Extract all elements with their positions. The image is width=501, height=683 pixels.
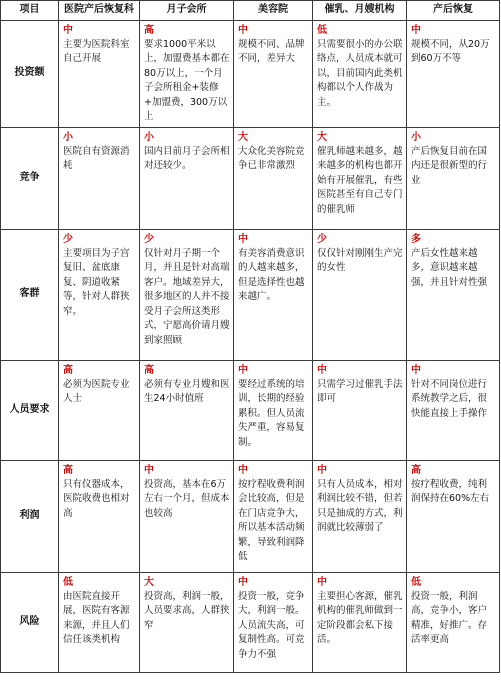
table-cell xyxy=(140,20,234,127)
cell-text: 要求1000平米以上，加盟费基本都在80万以上，一个月子会所租金+装修+加盟费，300万以上 xyxy=(144,38,230,122)
level-badge: 高 xyxy=(63,464,73,476)
table-cell xyxy=(313,460,407,572)
level-badge: 中 xyxy=(238,576,248,588)
level-badge: 小 xyxy=(411,131,421,143)
level-badge: 中 xyxy=(63,24,73,36)
header-hospital-postpartum: 医院产后恢复科 xyxy=(59,1,140,21)
level-badge: 高 xyxy=(411,464,421,476)
table-cell xyxy=(140,229,234,360)
table-cell xyxy=(407,229,500,360)
cell-text: 主要项目为子宫复旧、盆底康复、阴道收紧等，针对人群狭窄。 xyxy=(63,247,130,317)
level-badge: 大 xyxy=(317,131,327,143)
level-badge: 多 xyxy=(411,233,421,245)
cell-text: 规模不同，从20万到60万不等 xyxy=(411,38,490,64)
table-cell xyxy=(234,229,313,360)
cell-text: 有美容消费意识的人越来越多，但是选择性也越来越广。 xyxy=(238,247,305,302)
row-label: 利润 xyxy=(1,460,59,572)
level-badge: 低 xyxy=(63,576,73,588)
level-badge: 低 xyxy=(411,576,421,588)
cell-text: 规模不同、品牌不同，差异大 xyxy=(238,38,305,64)
cell-text: 仅针对月子期一个月，并且是针对高端客户。地域差异大，很多地区的人并不接受月子会所这类形式，宁愿高价请月嫂到家照顾 xyxy=(144,247,230,346)
cell-text: 产后恢复目前在国内还是很新型的行业 xyxy=(411,145,488,186)
level-badge: 小 xyxy=(144,131,154,143)
table-cell xyxy=(313,572,407,672)
cell-text: 投资一般，竞争大，利润一般。人员流失高，可复制性高。可竞争力不强 xyxy=(238,590,305,660)
header-confinement-center: 月子会所 xyxy=(140,1,234,21)
header-row xyxy=(1,1,500,21)
level-badge: 大 xyxy=(238,131,248,143)
table-cell xyxy=(407,127,500,229)
table-row-competition xyxy=(1,127,500,229)
header-postpartum-recovery: 产后恢复 xyxy=(407,1,500,21)
cell-text: 只需学习过催乳手法即可 xyxy=(317,378,403,404)
header-lactation-nanny-agency: 催乳、月嫂机构 xyxy=(313,1,407,21)
level-badge: 中 xyxy=(144,464,154,476)
cell-text: 要经过系统的培训，长期的经验累积。但人员流失严重，容易复制。 xyxy=(238,378,305,448)
table-cell xyxy=(407,20,500,127)
level-badge: 中 xyxy=(317,464,327,476)
level-badge: 中 xyxy=(411,24,421,36)
level-badge: 大 xyxy=(144,576,154,588)
table-cell xyxy=(140,460,234,572)
row-label: 人员要求 xyxy=(1,360,59,460)
table-cell xyxy=(407,572,500,672)
cell-text: 主要担心客源，催乳机构的催乳师做到一定阶段都会私下接活。 xyxy=(317,590,403,645)
cell-text: 必须有专业月嫂和医生24小时值班 xyxy=(144,378,230,404)
cell-text: 只需要很小的办公联络点，人员成本就可以，目前国内此类机构都以个人作战为主。 xyxy=(317,38,403,108)
table-cell xyxy=(234,20,313,127)
table-cell xyxy=(59,460,140,572)
cell-text: 医院自有资源消耗 xyxy=(63,145,130,171)
level-badge: 中 xyxy=(238,364,248,376)
header-item: 项目 xyxy=(1,1,59,21)
cell-text: 按疗程收费，纯利润保持在60%左右 xyxy=(411,478,490,504)
level-badge: 中 xyxy=(238,233,248,245)
level-badge: 高 xyxy=(144,364,154,376)
table-cell xyxy=(59,229,140,360)
table-cell xyxy=(140,360,234,460)
table-cell xyxy=(234,360,313,460)
level-badge: 高 xyxy=(63,364,73,376)
level-badge: 少 xyxy=(144,233,154,245)
cell-text: 大众化美容院竞争已非常激烈 xyxy=(238,145,305,171)
level-badge: 高 xyxy=(144,24,154,36)
level-badge: 中 xyxy=(317,576,327,588)
cell-text: 针对不同岗位进行系统教学之后，很快能直接上手操作 xyxy=(411,378,488,419)
table-cell xyxy=(234,127,313,229)
cell-text: 催乳师越来越多，越来越多的机构也都开始有开展催乳，有些医院甚至有自己专门的催乳师 xyxy=(317,145,403,215)
table-cell xyxy=(234,572,313,672)
level-badge: 低 xyxy=(317,24,327,36)
level-badge: 少 xyxy=(317,233,327,245)
cell-text: 产后女性越来越多，意识越来越强，并且针对性强 xyxy=(411,247,488,288)
cell-text: 只有仪器成本，医院收费也相对高 xyxy=(63,478,130,519)
level-badge: 中 xyxy=(238,464,248,476)
table-cell xyxy=(313,229,407,360)
cell-text: 投资高，利润一般，人员要求高，人群狭窄 xyxy=(144,590,230,631)
row-label: 投资额 xyxy=(1,20,59,127)
cell-text: 按疗程收费利润会比较高，但是在门店竞争大，所以基本活动频繁，导致利润降低 xyxy=(238,478,305,562)
table-row-customers xyxy=(1,229,500,360)
table-cell xyxy=(234,460,313,572)
table-row-profit xyxy=(1,460,500,572)
table-cell xyxy=(59,127,140,229)
table-cell xyxy=(59,20,140,127)
cell-text: 主要为医院科室自己开展 xyxy=(63,38,130,64)
table-cell xyxy=(407,360,500,460)
cell-text: 国内目前月子会所相对还较少。 xyxy=(144,145,230,171)
row-label: 风险 xyxy=(1,572,59,672)
table-cell xyxy=(313,127,407,229)
level-badge: 中 xyxy=(317,364,327,376)
table-cell xyxy=(59,360,140,460)
cell-text: 只有人员成本，相对利润比较不错，但若只是抽成的方式，利润就比较薄弱了 xyxy=(317,478,403,533)
cell-text: 投资一般，利润高，竞争小，客户精准，好推广。存活率更高 xyxy=(411,590,488,645)
table-cell xyxy=(140,127,234,229)
level-badge: 中 xyxy=(411,364,421,376)
table-cell xyxy=(140,572,234,672)
table-row-investment xyxy=(1,20,500,127)
level-badge: 少 xyxy=(63,233,73,245)
table-row-staff-requirements xyxy=(1,360,500,460)
cell-text: 必须为医院专业人士 xyxy=(63,378,130,404)
table-cell xyxy=(313,360,407,460)
level-badge: 小 xyxy=(63,131,73,143)
table-row-risk xyxy=(1,572,500,672)
row-label: 竞争 xyxy=(1,127,59,229)
table-cell xyxy=(313,20,407,127)
table-cell xyxy=(407,460,500,572)
cell-text: 仅仅针对刚刚生产完的女性 xyxy=(317,247,403,273)
cell-text: 由医院直接开展，医院有客源来源，并且人们信任该类机构 xyxy=(63,590,130,645)
row-label: 客群 xyxy=(1,229,59,360)
header-beauty-salon: 美容院 xyxy=(234,1,313,21)
level-badge: 中 xyxy=(238,24,248,36)
table-cell xyxy=(59,572,140,672)
cell-text: 投资高，基本在6万左右一个月，但成本也较高 xyxy=(144,478,230,519)
